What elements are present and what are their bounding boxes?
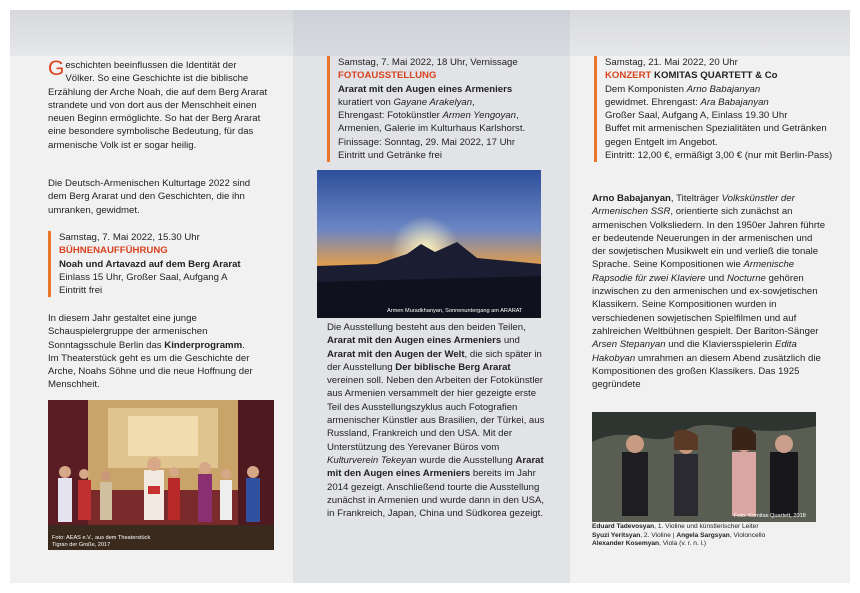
event-title: Noah und Artavazd auf dem Berg Ararat — [59, 258, 241, 270]
photo-caption: Armen Muradkhanyan, Sonnenuntergang am ARARAT — [387, 308, 523, 314]
event-title-line: KONZERT KOMITAS QUARTETT & Co — [605, 70, 778, 82]
event-stage — [48, 231, 269, 297]
event-title: Ararat mit den Augen eines Armeniers — [338, 83, 513, 95]
event-date: Samstag, 7. Mai 2022, 18 Uhr, Vernissage — [338, 57, 518, 68]
event-curator: kuratiert von Gayane Arakelyan, — [338, 96, 475, 108]
event-guest: gewidmet. Ehrengast: Ara Babajanyan — [605, 96, 769, 108]
quartet-photo — [592, 412, 816, 522]
ararat-sunset-photo — [317, 170, 541, 318]
event-buffet: Buffet mit armenischen Spezialitäten und Getränken gegen Entgelt im Angebot. — [605, 123, 827, 148]
brochure-page — [10, 10, 850, 583]
event-category: BÜHNENAUFFÜHRUNG — [59, 245, 168, 257]
event-exhibition — [327, 56, 558, 162]
event-entry: Eintritt: 12,00 €, ermäßigt 3,00 € (nur mit Berlin-Pass) — [605, 150, 833, 162]
event-entry: Eintritt und Getränke frei — [338, 150, 442, 162]
photo-credits: Eduard Tadevosyan, 1. Violine und künstlerischer Leiter Syuzi Yeritsyan, 2. Violine | Angela Sargsyan, Violoncello Alexander Kosemyan, Viola (v. r. n. l.) — [592, 523, 766, 548]
column-right — [570, 10, 850, 583]
theater-photo — [48, 400, 274, 550]
photo-caption: Foto: Komitas Quartett, 2018 — [734, 513, 806, 519]
body-paragraph: In diesem Jahr gestaltet eine junge Schauspielergruppe der armenischen Sonntagsschule Berlin das Kinderprogramm. Im Theaterstück geht es um die Geschichte der Arche, Noahs Söhne und die neue Hoffnung der Menschheit. — [48, 313, 253, 391]
event-venue: Armenien, Galerie im Kulturhaus Karlshorst. — [338, 123, 526, 135]
ararat-sunset-image — [317, 170, 541, 318]
theater-photo-image — [48, 400, 274, 550]
column-middle — [293, 10, 570, 583]
event-finissage: Finissage: Sonntag, 29. Mai 2022, 17 Uhr — [338, 136, 516, 148]
event-dedication: Dem Komponisten Arno Babajanyan — [605, 83, 761, 95]
exhibition-text: Die Ausstellung besteht aus den beiden Teilen, Ararat mit den Augen eines Armeniers und Ararat mit den Augen der Welt, die sich später in der Ausstellung Der biblische Berg Ararat vereinen soll. Neben den Arbeiten der Fotokünstler aus Armenien versammelt der hier gezeigte erste Teil des Ausstellungszyklus auch Fotografien armenischer Künstler aus Brasilien, der Türkei, aus Russland, Frankreich und den USA. Mit der Unterstützung des Yerevaner Büros vom Kulturverein Tekeyan wurde die Ausstellung Ararat mit den Augen eines Armeniers bereits im Jahr 2014 gezeigt. Anschließend tourte die Ausstellung zunächst in Armenien und wurde dann in den USA, in Frankreich, Japan, China und Südkorea gezeigt. — [327, 322, 545, 520]
intro-paragraph: Geschichten beeinflussen die Identität der Völker. So eine Geschichte ist die biblische Erzählung der Arche Noah, die auf dem Berg Ararat strandete und von dort aus der Menschheit einen neuen Beginn ermöglichte. So hat der Berg Ararat eine besondere symbolische Bedeutung, für das armenische Volk ist er sogar heilig. — [48, 57, 268, 151]
event-info: Einlass 15 Uhr, Großer Saal, Aufgang A — [59, 271, 228, 283]
event-date: Samstag, 21. Mai 2022, 20 Uhr — [605, 57, 738, 68]
event-date: Samstag, 7. Mai 2022, 15.30 Uhr — [59, 232, 200, 243]
event-concert — [594, 56, 835, 162]
event-category: FOTOAUSSTELLUNG — [338, 70, 437, 82]
composer-text: Arno Babajanyan, Titelträger Volkskünstler der Armenischen SSR, orientierte sich zunächst an armenischen Volksliedern. In den 1950er Jahren führte er bedeutende Neuerungen in der armenischen und der sowjetischen Musikwelt ein und verließ die tonale Sprache. Seine Kompositionen wie Armenische Rapsodie für zwei Klaviere und Nocturne gehören inzwischen zu den armenischen und ex-sowjetischen Klassikern. Seine Kompositionen wurden in verschiedenen sowjetischen Spielfilmen und auf zahlreichen Weltbühnen gespielt. Der Bariton-Sänger Arsen Stepanyan und die Klaviersspielerin Edita Hakobyan umrahmen an diesem Abend zusätzlich die Kompositionen des großen Klassikers. Das 1925 gegründete — [592, 193, 826, 391]
event-guest: Ehrengast: Fotokünstler Armen Yengoyan, — [338, 110, 519, 122]
quartet-photo-image — [592, 412, 816, 522]
column-left — [10, 10, 293, 583]
event-venue: Großer Saal, Aufgang A, Einlass 19.30 Uhr — [605, 110, 788, 122]
dropcap: G — [48, 57, 65, 80]
photo-caption: Foto: AEAS e.V., aus dem Theaterstück Tigran der Große, 2017 — [52, 535, 151, 548]
intro-paragraph-2: Die Deutsch-Armenischen Kulturtage 2022 sind dem Berg Ararat und den Geschichten, die ihn umranken, gewidmet. — [48, 178, 251, 216]
event-entry: Eintritt frei — [59, 285, 103, 297]
